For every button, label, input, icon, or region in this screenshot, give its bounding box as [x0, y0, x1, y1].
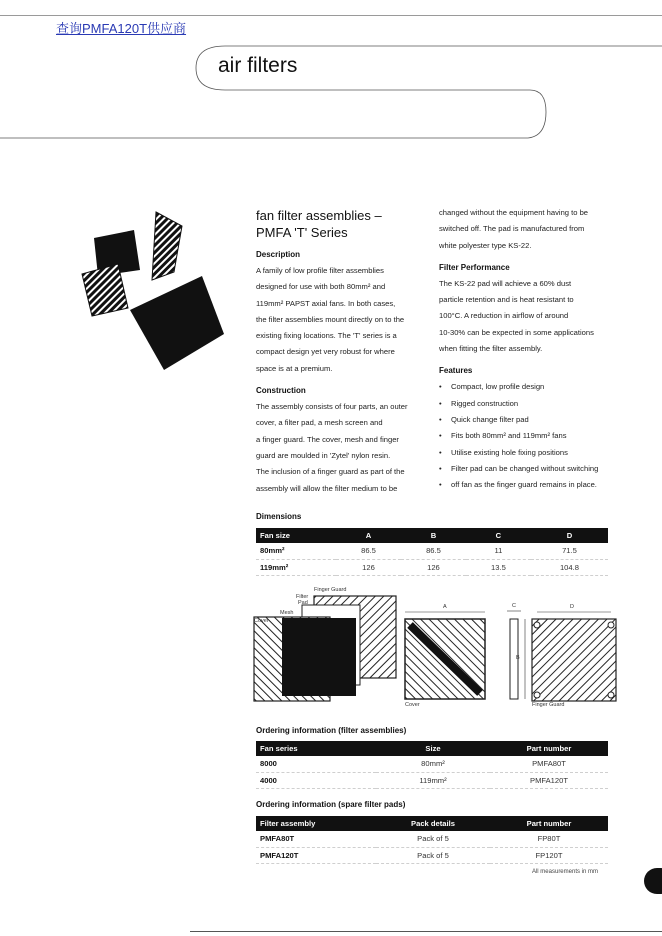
table-row: 8000 80mm² PMFA80T — [256, 756, 608, 772]
features-heading: Features — [439, 366, 473, 376]
feature-item: • Quick change filter pad — [439, 412, 614, 428]
page-tab — [644, 868, 662, 894]
feature-item: • Rigged construction — [439, 396, 614, 412]
finger-guard-label: Finger Guard — [314, 587, 347, 593]
header-frame — [0, 40, 662, 150]
ordering-assemblies-heading: Ordering information (filter assemblies) — [256, 726, 407, 735]
page-title: air filters — [218, 54, 298, 77]
feature-item: • Compact, low profile design — [439, 379, 614, 395]
product-photo — [72, 210, 232, 380]
feature-item: • Utilise existing hole fixing positions — [439, 445, 614, 461]
bottom-rule — [190, 931, 662, 932]
table-row: 119mm² 126 126 13.5 104.8 — [256, 559, 608, 575]
features-list — [439, 379, 614, 493]
product-title: fan filter assemblies – — [256, 208, 382, 223]
cover-label: Cover — [254, 618, 269, 624]
filter-performance-text: The KS-22 pad will achieve a 60% dust particle retention and is heat resistant to 100°C. A reduction in airflow of around 10-30% can be expected in some applications when fitting the filter assembly. — [439, 278, 594, 354]
finger-guard-bottom-label: Finger Guard — [532, 702, 565, 708]
ordering-pads-heading: Ordering information (spare filter pads) — [256, 800, 406, 809]
description-heading: Description — [256, 250, 301, 259]
dim-d-label: D — [570, 604, 574, 610]
dim-b-label: B — [516, 655, 520, 661]
description-text: A family of low profile filter assemblies designed for use with both 80mm² and 119mm² PAPST axial fans. In both cases, the filter assemblies mount directly on to the existing fixing locations. The 'T' series is a compact design yet very robust for where space is at a premium. — [256, 266, 405, 373]
supplier-link[interactable]: 查询PMFA120T供应商 — [56, 21, 187, 36]
table-row: 4000 119mm² PMFA120T — [256, 772, 608, 788]
dimensions-heading: Dimensions — [256, 512, 302, 521]
top-rule — [0, 15, 662, 16]
mesh-label: Mesh — [280, 610, 294, 616]
dim-a-label: A — [443, 604, 447, 610]
feature-item: • Filter pad can be changed without switching — [439, 461, 614, 477]
cover-bottom-label: Cover — [405, 702, 420, 708]
ordering-pads-table: Filter assembly Pack details Part number PMFA80T Pack of 5 FP80T PMFA120T Pack of 5 FP120T — [256, 816, 608, 864]
dimension-diagram — [250, 585, 620, 715]
feature-item: • off fan as the finger guard remains in place. — [439, 477, 614, 493]
construction-text: The assembly consists of four parts, an outer cover, a filter pad, a mesh screen and a finger guard. The cover, mesh and finger guard are moulded in 'Zytel' nylon resin. The inclusion of a finger guard as part of the assembly will allow the filter medium to be — [256, 402, 408, 493]
filter-pad-label-1: Filter — [296, 594, 309, 600]
table-row: 80mm² 86.5 86.5 11 71.5 — [256, 543, 608, 559]
intro-text: changed without the equipment having to be switched off. The pad is manufactured from white polyester type KS-22. — [439, 208, 589, 250]
measurements-note: All measurements in mm — [531, 869, 598, 875]
filter-performance-heading: Filter Performance — [439, 262, 510, 272]
table-row: PMFA120T Pack of 5 FP120T — [256, 847, 608, 863]
dim-c-label: C — [512, 603, 516, 609]
construction-heading: Construction — [256, 386, 306, 396]
table-row: PMFA80T Pack of 5 FP80T — [256, 831, 608, 847]
ordering-assemblies-table: Fan series Size Part number 8000 80mm² PMFA80T 4000 119mm² PMFA120T — [256, 741, 608, 789]
feature-item: • Fits both 80mm² and 119mm² fans — [439, 428, 614, 444]
filter-pad-label-2: Pad — [298, 600, 308, 606]
product-subtitle: PMFA 'T' Series — [256, 225, 348, 240]
dimensions-table: Fan size A B C D 80mm² 86.5 86.5 11 71.5 119mm² 126 126 13.5 104.8 — [256, 528, 608, 576]
